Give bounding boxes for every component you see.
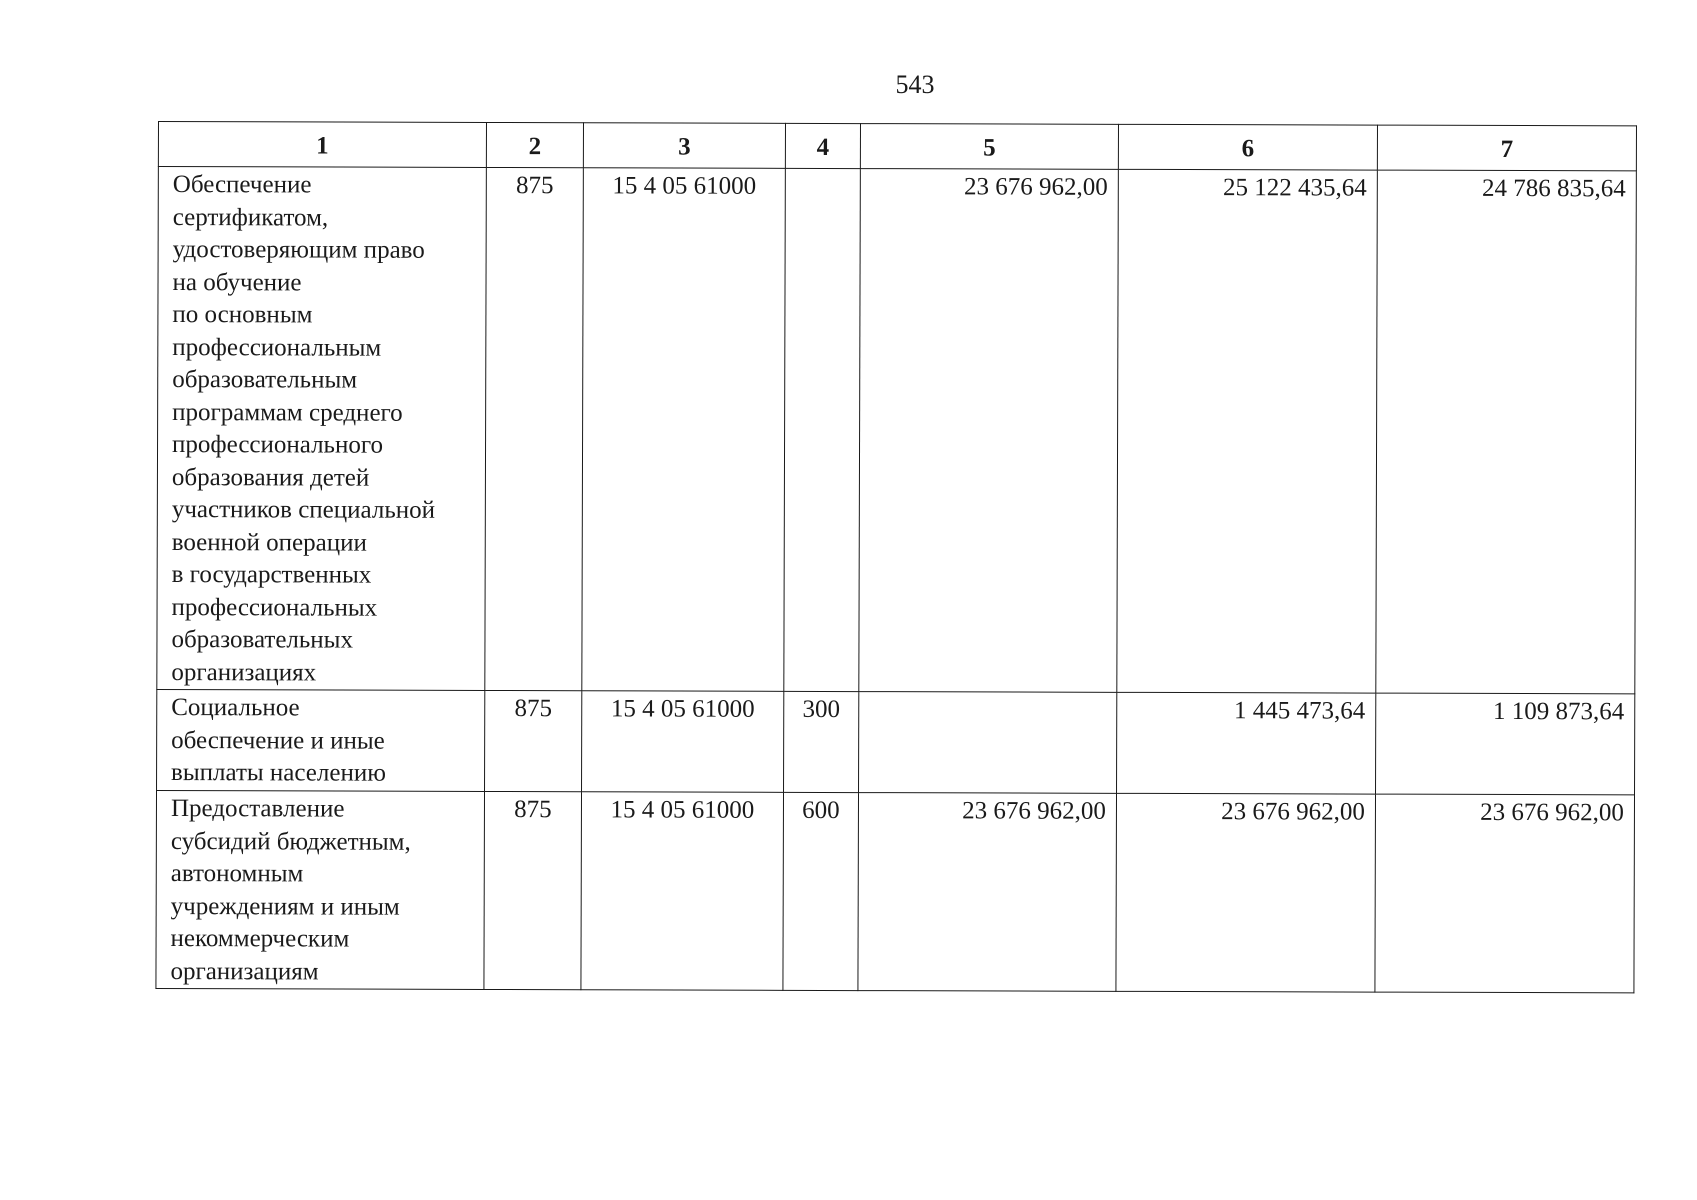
table-header-row [158, 122, 1636, 171]
row-name-line: выплаты населению [171, 759, 386, 787]
cell-col-2: 875 [484, 791, 582, 989]
table-row [157, 689, 1635, 794]
row-name-cell [157, 167, 487, 691]
row-name-line: учреждениям и иным [170, 892, 400, 921]
row-name-line: сертификатом, [172, 203, 329, 232]
cell-col-6: 25 122 435,64 [1117, 169, 1378, 693]
cell-col-6: 23 676 962,00 [1116, 793, 1376, 992]
row-name-line: в государственных [171, 561, 372, 589]
row-name-line: образовательным [172, 366, 358, 394]
row-name-line: Социальное [171, 694, 300, 722]
row-name-line: обеспечение и иные [171, 726, 385, 755]
cell-col-7: 1 109 873,64 [1376, 693, 1635, 795]
cell-col-4: 300 [784, 691, 859, 792]
page-number: 543 [895, 70, 935, 99]
row-name-line: удостоверяющим право [172, 236, 425, 264]
cell-col-4: 600 [783, 792, 859, 990]
row-name-line: образовательных [171, 626, 354, 654]
row-name-line: организациям [170, 957, 319, 985]
header-col-5: 5 [860, 124, 1118, 170]
row-name-line: профессионального [172, 431, 384, 459]
row-name-line: профессиональных [171, 593, 378, 622]
cell-col-7: 23 676 962,00 [1375, 794, 1635, 993]
row-name-line: Обеспечение [172, 171, 312, 199]
table-row [156, 790, 1635, 992]
budget-table [155, 121, 1637, 993]
header-col-2: 2 [486, 122, 583, 167]
row-name-line: некоммерческим [170, 925, 350, 953]
cell-col-4 [784, 168, 861, 691]
cell-col-5: 23 676 962,00 [859, 169, 1119, 693]
cell-col-2: 875 [485, 690, 582, 791]
row-name-line: военной операции [171, 528, 367, 557]
row-name-line: профессиональным [172, 333, 382, 362]
cell-col-2: 875 [485, 167, 584, 690]
header-col-1: 1 [158, 122, 486, 168]
cell-col-3: 15 4 05 61000 [582, 168, 786, 692]
row-name-cell [156, 790, 485, 989]
row-name-cell [157, 689, 485, 791]
cell-col-3: 15 4 05 61000 [582, 691, 784, 793]
header-col-3: 3 [583, 123, 785, 169]
row-name-line: по основным [172, 301, 313, 329]
row-name-line: образования детей [171, 463, 370, 492]
cell-col-5: 23 676 962,00 [858, 793, 1117, 992]
row-name-line: программам среднего [172, 398, 403, 427]
row-name-line: участников специальной [171, 496, 436, 524]
table-row [157, 167, 1637, 694]
row-name-line: организациях [171, 658, 317, 686]
cell-col-5 [859, 692, 1117, 794]
header-col-4: 4 [785, 123, 860, 168]
cell-col-3: 15 4 05 61000 [581, 792, 784, 991]
cell-col-6: 1 445 473,64 [1117, 692, 1376, 794]
row-name-line: автономным [170, 860, 304, 888]
row-name-line: на обучение [172, 268, 302, 296]
header-col-6: 6 [1118, 124, 1377, 170]
row-name-line: Предоставление [170, 795, 345, 823]
cell-col-7: 24 786 835,64 [1376, 170, 1637, 694]
row-name-line: субсидий бюджетным, [170, 827, 411, 856]
header-col-7: 7 [1377, 125, 1636, 171]
